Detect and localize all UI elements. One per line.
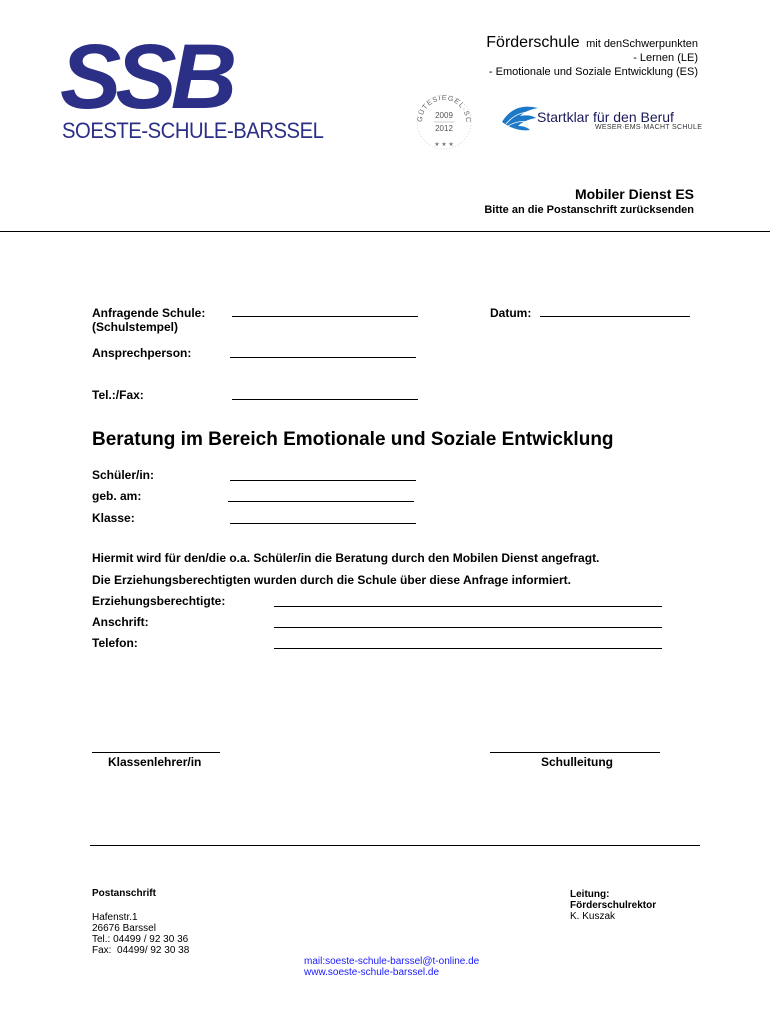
guetesiegel-seal [412,88,476,152]
student-label: Schüler/in: [92,468,155,482]
postal-fax: Fax: 04499/ 92 30 38 [92,945,190,956]
tel-label: Tel.:/Fax: [92,388,144,402]
postal-tel: Tel.: 04499 / 92 30 36 [92,934,189,945]
request-line-1: Hiermit wird für den/die o.a. Schüler/in die Beratung durch den Mobilen Dienst angefragt. [92,551,600,565]
date-label: Datum: [490,306,532,320]
beratung-heading: Beratung im Bereich Emotionale und Soziale Entwicklung [92,429,614,450]
leitung-title: Förderschulrektor [570,900,657,911]
request-line-2: Die Erziehungsberechtigten wurden durch die Schule über diese Anfrage informiert. [92,573,571,587]
seal-icon [412,88,476,152]
guardians-field[interactable] [274,606,662,607]
tel-field[interactable] [232,399,418,400]
guardians-label: Erziehungsberechtigte: [92,594,226,608]
seal-year-1: 2009 [435,111,453,120]
focus-line-1: - Lernen (LE) [633,52,698,64]
teacher-signature-label: Klassenlehrer/in [108,755,202,769]
school-sub-label: (Schulstempel) [92,320,179,334]
principal-signature-label: Schulleitung [541,755,613,769]
logo-school-name: SOESTE-SCHULE-BARSSEL [62,118,324,143]
title-suffix: mit denSchwerpunkten [586,38,698,50]
dienst-subtitle: Bitte an die Postanschrift zurücksenden [484,204,694,216]
logo-letters: SSB [60,36,232,128]
postal-street: Hafenstr.1 [92,912,138,923]
address-field[interactable] [274,627,662,628]
class-label: Klasse: [92,511,135,525]
seal-arc-text: GÜTESIEGEL·SC [416,94,472,124]
startklar-wing-icon [500,100,540,136]
address-label: Anschrift: [92,615,149,629]
startklar-logo [500,100,710,140]
focus-line-2: - Emotionale und Soziale Entwicklung (ES) [488,66,698,78]
leitung-name: K. Kuszak [570,911,616,922]
date-field[interactable] [540,316,690,317]
seal-year-2: 2012 [435,124,453,133]
dienst-title: Mobiler Dienst ES [574,186,694,202]
school-label: Anfragende Schule: [92,306,206,320]
principal-signature-field[interactable] [490,752,660,753]
phone-field[interactable] [274,648,662,649]
school-type-title [486,34,698,52]
postal-city: 26676 Barssel [92,923,156,934]
postal-heading: Postanschrift [92,888,156,899]
website-link[interactable]: www.soeste-schule-barssel.de [304,967,440,978]
student-field[interactable] [230,480,416,481]
svg-text:★ ★ ★: ★ ★ ★ [434,142,454,148]
header-divider [0,231,770,232]
startklar-title: Startklar für den Beruf [537,109,674,125]
birth-label: geb. am: [92,489,142,503]
teacher-signature-field[interactable] [92,752,220,753]
school-field[interactable] [232,316,418,317]
contact-field[interactable] [230,357,416,358]
email-link[interactable]: mail:soeste-schule-barssel@t-online.de [304,956,480,967]
leitung-heading: Leitung: [570,889,610,900]
phone-label: Telefon: [92,636,138,650]
title-main: Förderschule [486,34,580,51]
startklar-subtitle: WESER·EMS·MACHT SCHULE [595,124,703,131]
class-field[interactable] [230,523,416,524]
footer-divider [90,845,700,846]
contact-label: Ansprechperson: [92,346,192,360]
birth-field[interactable] [228,501,414,502]
